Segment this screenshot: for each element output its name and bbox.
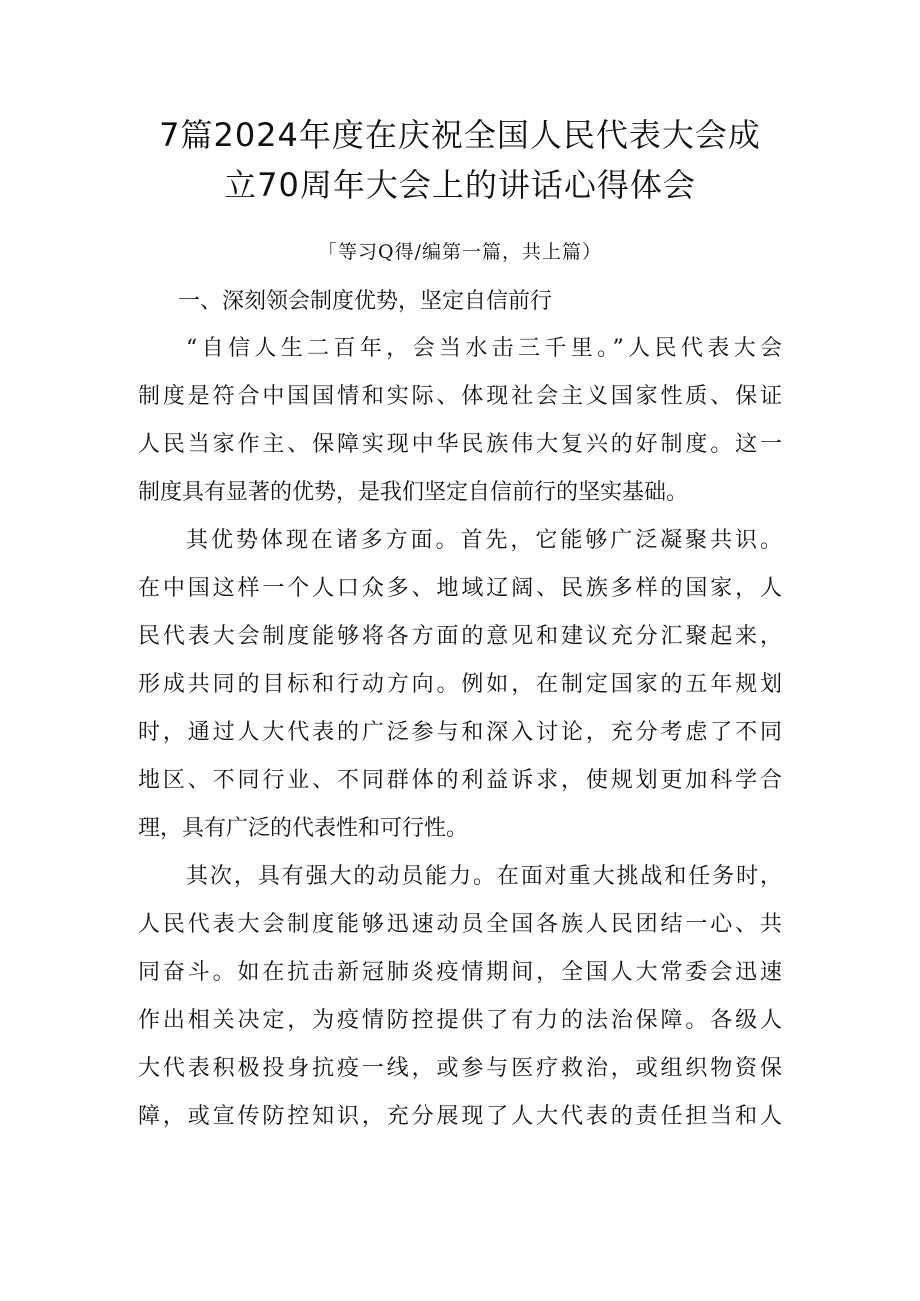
paragraph-line: “自信人生二百年，会当水击三千里。”人民代表大会 (186, 336, 782, 361)
paragraph-line: 作出相关决定，为疫情防控提供了有力的法治保障。各级人 (138, 1008, 782, 1033)
paragraph-line: 制度具有显著的优势，是我们坚定自信前行的坚实基础。 (138, 480, 689, 505)
paragraph-line: 人民当家作主、保障实现中华民族伟大复兴的好制度。这一 (138, 432, 782, 457)
document-title-line2: 立70周年大会上的讲话心得体会 (224, 166, 696, 204)
paragraph-line: 理，具有广泛的代表性和可行性。 (138, 816, 469, 841)
paragraph-line: 地区、不同行业、不同群体的利益诉求，使规划更加科学合 (138, 768, 782, 793)
paragraph-line: 形成共同的目标和行动方向。例如，在制定国家的五年规划 (138, 672, 782, 697)
document-title-line1: 7篇2024年度在庆祝全国人民代表大会成 (159, 116, 761, 154)
section-heading: 一、深刻领会制度优势，坚定自信前行 (178, 289, 553, 314)
paragraph-line: 障，或宣传防控知识，充分展现了人大代表的责任担当和人 (138, 1104, 782, 1129)
paragraph-line: 大代表积极投身抗疫一线，或参与医疗救治，或组织物资保 (138, 1056, 782, 1081)
paragraph-line: 同奋斗。如在抗击新冠肺炎疫情期间，全国人大常委会迅速 (138, 960, 782, 985)
paragraph-line: 制度是符合中国国情和实际、体现社会主义国家性质、保证 (138, 384, 782, 409)
document-subtitle: 「等习Q得/编第一篇，共上篇） (318, 241, 602, 263)
paragraph-line: 其优势体现在诸多方面。首先，它能够广泛凝聚共识。 (186, 528, 782, 553)
paragraph-line: 民代表大会制度能够将各方面的意见和建议充分汇聚起来， (138, 624, 782, 649)
paragraph-line: 其次，具有强大的动员能力。在面对重大挑战和任务时， (186, 864, 782, 889)
paragraph-line: 在中国这样一个人口众多、地域辽阔、民族多样的国家，人 (138, 576, 782, 601)
paragraph-line: 人民代表大会制度能够迅速动员全国各族人民团结一心、共 (138, 912, 782, 937)
paragraph-line: 时，通过人大代表的广泛参与和深入讨论，充分考虑了不同 (138, 720, 782, 745)
